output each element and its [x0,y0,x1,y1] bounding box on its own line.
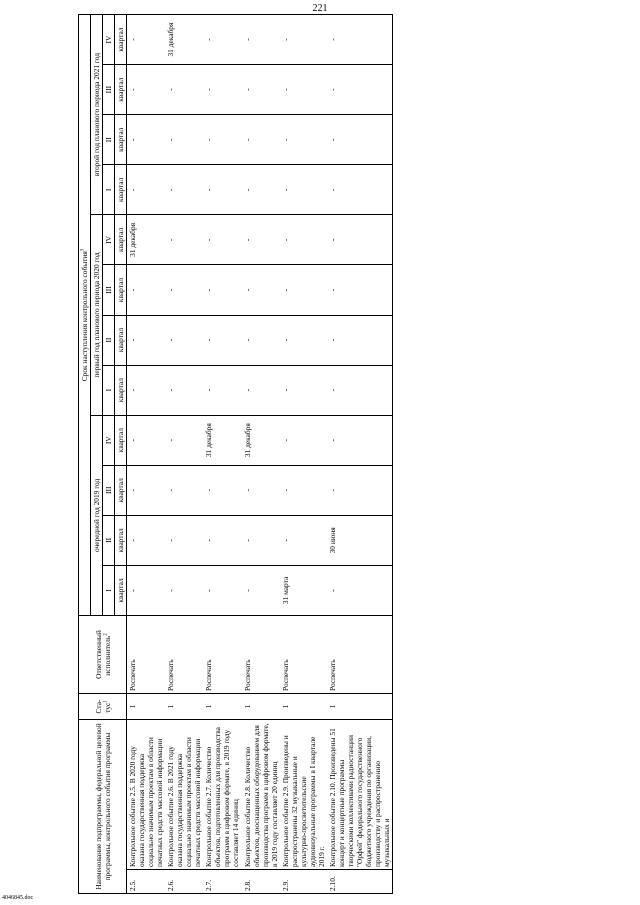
row-event-text: Контрольное событие 2.9. Произведены и распространены 32 музыкальные и культурно-просветительские аудиовизуальные программы в I квартале 2019 г. [280,719,327,869]
row-quarter-cell: 31 декабря [127,215,166,265]
row-status: 1 [127,693,166,719]
rotated-table-frame [78,14,623,894]
table-row [165,15,203,894]
row-quarter-cell: - [242,115,280,165]
row-quarter-cell: - [203,215,241,265]
row-quarter-cell: - [127,415,166,465]
header-quarter-label: квартал [115,165,127,215]
row-status: 1 [327,693,393,719]
table-container [78,14,623,894]
row-responsible: Роспечать [280,615,327,693]
row-event-text: Контрольное событие 2.8. Количество объектов, дооснащенных оборудованием для производства программ в цифровом формате, в 2019 году составляет 20 единиц [242,719,280,869]
row-status: 1 [165,693,203,719]
header-quarter-label: квартал [115,565,127,615]
row-quarter-cell: 31 декабря [242,415,280,465]
row-quarter-cell: - [127,15,166,65]
row-quarter-cell: - [327,465,393,515]
header-status: Ста-тус$^1$ [79,693,127,719]
header-quarter-label: квартал [115,265,127,315]
row-quarter-cell: - [280,115,327,165]
header-quarter-number: I [103,365,115,415]
row-quarter-cell: - [165,215,203,265]
row-quarter-cell: - [165,65,203,115]
row-quarter-cell: - [242,65,280,115]
header-quarter-number: IV [103,15,115,65]
header-quarter-label: квартал [115,15,127,65]
row-quarter-cell: - [127,65,166,115]
row-event-text: Контрольное событие 2.6. В 2021 году оказана государственная поддержка социально значимым проектам в области печатных средств массовой информации [165,719,203,869]
row-number: 2.8. [242,870,280,894]
row-responsible: Роспечать [203,615,241,693]
table-row [203,15,241,894]
row-quarter-cell: - [242,465,280,515]
header-quarter-number: I [103,165,115,215]
row-quarter-cell: - [242,315,280,365]
header-quarter-number: III [103,65,115,115]
header-quarter-number: III [103,265,115,315]
row-number: 2.6. [165,870,203,894]
row-quarter-cell: - [203,465,241,515]
row-quarter-cell: - [203,165,241,215]
row-quarter-cell: - [127,465,166,515]
row-quarter-cell: - [203,65,241,115]
header-period: очередной год 2019 год [91,415,103,615]
header-quarter-label: квартал [115,515,127,565]
row-quarter-cell: - [280,265,327,315]
row-quarter-cell: - [203,365,241,415]
row-quarter-cell: - [127,165,166,215]
header-quarter-label: квартал [115,315,127,365]
row-status: 1 [203,693,241,719]
table-header [79,15,127,894]
header-quarter-number: III [103,465,115,515]
header-quarter-label: квартал [115,365,127,415]
header-quarter-number: I [103,565,115,615]
row-quarter-cell: - [280,165,327,215]
row-quarter-cell: - [242,565,280,615]
row-number: 2.7. [203,870,241,894]
row-quarter-cell: - [327,65,393,115]
row-quarter-cell: - [327,415,393,465]
row-quarter-cell: - [165,315,203,365]
row-quarter-cell: - [327,115,393,165]
row-event-text: Контрольное событие 2.10. Произведены 51 концерт и концертные программы творческими коллективами радиостанции "Орфей" федерального государственного бюджетного учреждения по организации, производству и распространению музыкальных и [327,719,393,869]
row-quarter-cell: - [203,15,241,65]
row-quarter-cell: - [280,415,327,465]
header-quarter-number: II [103,315,115,365]
table-row [327,15,393,894]
header-quarter-number: IV [103,415,115,465]
row-quarter-cell: - [203,115,241,165]
row-quarter-cell: - [327,215,393,265]
row-quarter-cell: 31 декабря [165,15,203,65]
header-deadline-footnote: 3 [80,248,86,252]
header-responsible-footnote: 2 [103,633,109,636]
row-quarter-cell: - [127,515,166,565]
row-quarter-cell: - [327,365,393,415]
row-event-text: Контрольное событие 2.7. Количество объектов, подготовленных для производства программ в цифровом формате, в 2019 году составляет 14 единиц [203,719,241,869]
row-quarter-cell: - [242,15,280,65]
row-quarter-cell: - [327,265,393,315]
row-responsible: Роспечать [327,615,393,693]
row-quarter-cell: - [280,15,327,65]
header-period: первый год планового периода 2020 год [91,215,103,415]
row-quarter-cell: - [327,565,393,615]
row-quarter-cell: - [127,265,166,315]
table-body [127,15,393,894]
row-quarter-cell: - [127,315,166,365]
row-quarter-cell: - [165,415,203,465]
header-name: Наименование подпрограммы, федеральной целевой программы, контрольного события программы [79,719,127,893]
row-quarter-cell: - [242,215,280,265]
row-responsible: Роспечать [127,615,166,693]
row-quarter-cell: - [127,115,166,165]
control-events-table [78,14,393,894]
header-period: второй год планового периода 2021 год [91,15,103,215]
table-row [242,15,280,894]
header-quarter-label: квартал [115,415,127,465]
table-row [280,15,327,894]
header-quarter-label: квартал [115,115,127,165]
row-quarter-cell: - [280,365,327,415]
row-quarter-cell: - [165,565,203,615]
row-quarter-cell: - [242,165,280,215]
row-quarter-cell: - [203,315,241,365]
row-quarter-cell: - [280,315,327,365]
row-responsible: Роспечать [242,615,280,693]
row-quarter-cell: 31 декабря [203,415,241,465]
row-quarter-cell: - [203,515,241,565]
row-quarter-cell: - [127,365,166,415]
row-number: 2.9. [280,870,327,894]
header-quarter-number: IV [103,215,115,265]
header-quarter-number: II [103,115,115,165]
row-quarter-cell: - [280,65,327,115]
row-quarter-cell: - [280,515,327,565]
row-quarter-cell: 30 июня [327,515,393,565]
row-quarter-cell: - [280,465,327,515]
header-quarter-label: квартал [115,215,127,265]
row-number: 2.5. [127,870,166,894]
row-status: 1 [242,693,280,719]
row-quarter-cell: - [327,15,393,65]
row-number: 2.10. [327,870,393,894]
row-quarter-cell: - [327,315,393,365]
row-quarter-cell: - [165,115,203,165]
row-quarter-cell: - [165,365,203,415]
row-quarter-cell: - [280,215,327,265]
row-status: 1 [280,693,327,719]
header-quarter-label: квартал [115,65,127,115]
row-quarter-cell: - [327,165,393,215]
row-quarter-cell: - [165,515,203,565]
row-quarter-cell: - [165,165,203,215]
row-quarter-cell: - [165,465,203,515]
table-row [127,15,166,894]
row-quarter-cell: - [242,365,280,415]
row-quarter-cell: - [165,265,203,315]
page-number: 221 [312,3,328,14]
row-quarter-cell: - [242,265,280,315]
header-quarter-label: квартал [115,465,127,515]
header-deadline: Срок наступления контрольного события$^3$ [79,15,91,616]
row-quarter-cell: - [203,565,241,615]
header-responsible: Ответственный исполнитель$^2$ [79,615,127,693]
row-quarter-cell: - [242,515,280,565]
row-quarter-cell: - [203,265,241,315]
header-status-footnote: 1 [103,700,109,703]
row-responsible: Роспечать [165,615,203,693]
document-code: 4046845.doc [2,895,34,901]
row-quarter-cell: 31 марта [280,565,327,615]
header-quarter-number: II [103,515,115,565]
row-event-text: Контрольное событие 2.5. В 2020 году оказана государственная поддержка социально значимым проектам в области печатных средств массовой информации [127,719,166,869]
row-quarter-cell: - [127,565,166,615]
